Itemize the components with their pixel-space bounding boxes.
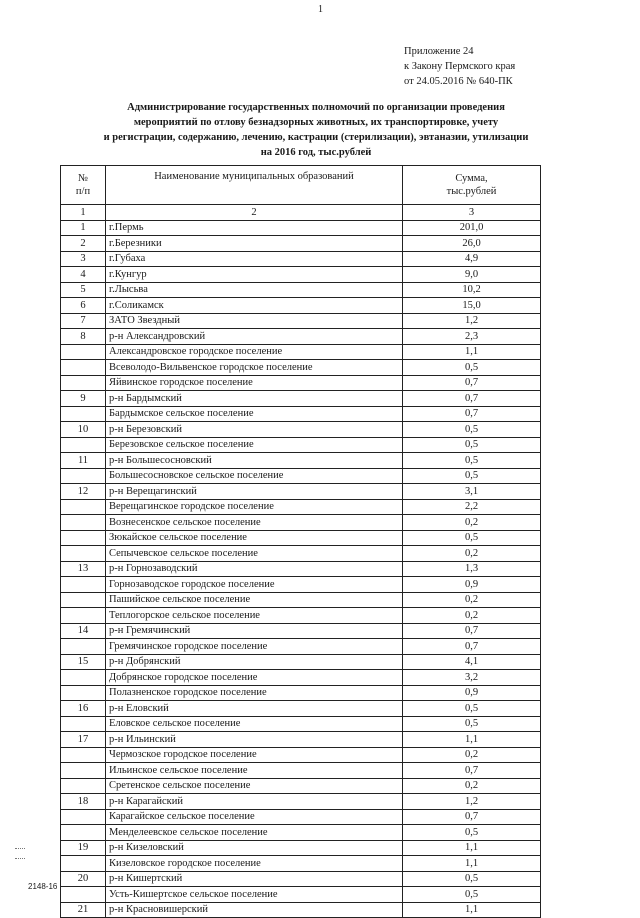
column-number: 1 — [61, 205, 106, 221]
table-header-row — [61, 166, 541, 205]
row-name-cell: Сретенское сельское поселение — [106, 778, 403, 794]
row-name-cell: Вознесенское сельское поселение — [106, 515, 403, 531]
row-sum-cell: 2,2 — [403, 499, 541, 515]
row-sum-cell: 0,2 — [403, 778, 541, 794]
table-row — [61, 530, 541, 546]
title-line-1: Администрирование государственных полномочий по организации проведения — [127, 102, 505, 113]
row-number-cell — [61, 856, 106, 872]
header-number-line-1: № — [77, 173, 89, 184]
appendix-reference — [404, 44, 515, 89]
row-sum-cell: 0,2 — [403, 592, 541, 608]
row-name-cell: Пашийское сельское поселение — [106, 592, 403, 608]
row-name-cell: р-н Бардымский — [106, 391, 403, 407]
row-name-cell: г.Лысьва — [106, 282, 403, 298]
row-number-cell: 19 — [61, 840, 106, 856]
table-row — [61, 422, 541, 438]
row-number-cell: 6 — [61, 298, 106, 314]
row-sum-cell: 3,1 — [403, 484, 541, 500]
row-sum-cell: 0,5 — [403, 716, 541, 732]
table-row — [61, 639, 541, 655]
row-sum-cell: 10,2 — [403, 282, 541, 298]
row-number-cell — [61, 375, 106, 391]
row-name-cell: Яйвинское городское поселение — [106, 375, 403, 391]
margin-mark — [15, 848, 25, 849]
row-sum-cell: 4,9 — [403, 251, 541, 267]
row-number-cell: 4 — [61, 267, 106, 283]
row-number-cell — [61, 530, 106, 546]
row-name-cell: р-н Большесосновский — [106, 453, 403, 469]
row-sum-cell: 1,1 — [403, 840, 541, 856]
column-number: 3 — [403, 205, 541, 221]
table-row — [61, 267, 541, 283]
header-sum-line-1: Сумма, — [455, 173, 488, 184]
row-sum-cell: 0,5 — [403, 360, 541, 376]
row-number-cell — [61, 825, 106, 841]
row-number-cell: 15 — [61, 654, 106, 670]
row-name-cell: р-н Александровский — [106, 329, 403, 345]
allocation-table — [60, 165, 541, 918]
row-sum-cell: 15,0 — [403, 298, 541, 314]
row-number-cell: 17 — [61, 732, 106, 748]
row-name-cell: р-н Кизеловский — [106, 840, 403, 856]
row-name-cell: г.Пермь — [106, 220, 403, 236]
row-number-cell — [61, 406, 106, 422]
row-name-cell: Теплогорское сельское поселение — [106, 608, 403, 624]
row-sum-cell: 0,5 — [403, 887, 541, 903]
row-sum-cell: 9,0 — [403, 267, 541, 283]
row-number-cell — [61, 515, 106, 531]
appendix-line-3: от 24.05.2016 № 640-ПК — [404, 76, 513, 87]
row-sum-cell: 0,7 — [403, 375, 541, 391]
table-row — [61, 515, 541, 531]
table-row — [61, 561, 541, 577]
row-number-cell — [61, 577, 106, 593]
row-name-cell: р-н Кишертский — [106, 871, 403, 887]
row-sum-cell: 1,1 — [403, 732, 541, 748]
row-number-cell — [61, 499, 106, 515]
row-name-cell: Карагайское сельское поселение — [106, 809, 403, 825]
row-sum-cell: 0,7 — [403, 639, 541, 655]
row-number-cell — [61, 437, 106, 453]
table-row — [61, 794, 541, 810]
table-row — [61, 298, 541, 314]
row-number-cell: 21 — [61, 902, 106, 918]
row-number-cell: 7 — [61, 313, 106, 329]
title-line-2: мероприятий по отлову безнадзорных животных, их транспортировке, учету — [133, 117, 499, 128]
table-row — [61, 484, 541, 500]
row-number-cell — [61, 592, 106, 608]
row-name-cell: Зюкайское сельское поселение — [106, 530, 403, 546]
row-number-cell — [61, 685, 106, 701]
table-row — [61, 701, 541, 717]
column-number-row — [61, 205, 541, 221]
table-row — [61, 391, 541, 407]
row-name-cell: Гремячинское городское поселение — [106, 639, 403, 655]
row-sum-cell: 0,5 — [403, 453, 541, 469]
row-sum-cell: 1,3 — [403, 561, 541, 577]
row-number-cell — [61, 887, 106, 903]
row-sum-cell: 26,0 — [403, 236, 541, 252]
row-number-cell: 12 — [61, 484, 106, 500]
row-name-cell: Добрянское городское поселение — [106, 670, 403, 686]
appendix-line-1: Приложение 24 — [404, 46, 474, 57]
row-number-cell — [61, 360, 106, 376]
row-number-cell: 18 — [61, 794, 106, 810]
row-name-cell: Еловское сельское поселение — [106, 716, 403, 732]
row-sum-cell: 0,9 — [403, 685, 541, 701]
row-name-cell: Александровское городское поселение — [106, 344, 403, 360]
table-row — [61, 437, 541, 453]
row-name-cell: р-н Добрянский — [106, 654, 403, 670]
table-row — [61, 654, 541, 670]
row-name-cell: Чермозское городское поселение — [106, 747, 403, 763]
row-name-cell: Всеволодо-Вильвенское городское поселение — [106, 360, 403, 376]
row-sum-cell: 1,2 — [403, 794, 541, 810]
table-row — [61, 313, 541, 329]
table-row — [61, 778, 541, 794]
appendix-line-2: к Закону Пермского края — [404, 61, 516, 72]
table-row — [61, 809, 541, 825]
row-name-cell: Кизеловское городское поселение — [106, 856, 403, 872]
row-sum-cell: 2,3 — [403, 329, 541, 345]
row-name-cell: Горнозаводское городское поселение — [106, 577, 403, 593]
row-sum-cell: 0,5 — [403, 530, 541, 546]
row-name-cell: Березовское сельское поселение — [106, 437, 403, 453]
row-name-cell: Усть-Кишертское сельское поселение — [106, 887, 403, 903]
row-name-cell: Ильинское сельское поселение — [106, 763, 403, 779]
row-name-cell: г.Кунгур — [106, 267, 403, 283]
row-sum-cell: 0,2 — [403, 608, 541, 624]
row-number-cell — [61, 670, 106, 686]
column-number: 2 — [106, 205, 403, 221]
row-number-cell — [61, 608, 106, 624]
row-number-cell — [61, 546, 106, 562]
row-number-cell: 13 — [61, 561, 106, 577]
row-sum-cell: 0,2 — [403, 515, 541, 531]
row-name-cell: Верещагинское городское поселение — [106, 499, 403, 515]
table-row — [61, 840, 541, 856]
row-sum-cell: 0,5 — [403, 701, 541, 717]
row-sum-cell: 0,7 — [403, 809, 541, 825]
table-row — [61, 406, 541, 422]
row-name-cell: р-н Красновишерский — [106, 902, 403, 918]
table-row — [61, 220, 541, 236]
table-row — [61, 685, 541, 701]
table-row — [61, 329, 541, 345]
footer-code: 2148-16 — [28, 882, 58, 891]
title-line-3: и регистрации, содержанию, лечению, кастрации (стерилизации), эвтаназии, утилизации — [103, 132, 529, 143]
row-number-cell — [61, 344, 106, 360]
row-name-cell: г.Березники — [106, 236, 403, 252]
row-number-cell: 9 — [61, 391, 106, 407]
table-row — [61, 251, 541, 267]
row-sum-cell: 0,5 — [403, 422, 541, 438]
row-name-cell: г.Соликамск — [106, 298, 403, 314]
row-sum-cell: 201,0 — [403, 220, 541, 236]
row-name-cell: р-н Гремячинский — [106, 623, 403, 639]
row-number-cell: 3 — [61, 251, 106, 267]
table-row — [61, 747, 541, 763]
table-row — [61, 592, 541, 608]
table-row — [61, 856, 541, 872]
header-sum-line-2: тыс.рублей — [446, 186, 497, 197]
row-name-cell: р-н Ильинский — [106, 732, 403, 748]
row-sum-cell: 1,1 — [403, 902, 541, 918]
row-sum-cell: 1,1 — [403, 856, 541, 872]
row-name-cell: Бардымское сельское поселение — [106, 406, 403, 422]
table-row — [61, 902, 541, 918]
table-row — [61, 546, 541, 562]
row-sum-cell: 0,5 — [403, 825, 541, 841]
row-number-cell — [61, 747, 106, 763]
row-name-cell: р-н Карагайский — [106, 794, 403, 810]
row-name-cell: г.Губаха — [106, 251, 403, 267]
table-row — [61, 716, 541, 732]
row-number-cell: 11 — [61, 453, 106, 469]
row-sum-cell: 0,7 — [403, 406, 541, 422]
row-number-cell: 14 — [61, 623, 106, 639]
row-number-cell — [61, 778, 106, 794]
header-sum — [403, 166, 541, 205]
row-sum-cell: 0,7 — [403, 623, 541, 639]
row-number-cell — [61, 809, 106, 825]
table-row — [61, 375, 541, 391]
row-sum-cell: 0,2 — [403, 546, 541, 562]
row-sum-cell: 1,2 — [403, 313, 541, 329]
row-name-cell: Большесосновское сельское поселение — [106, 468, 403, 484]
row-sum-cell: 0,5 — [403, 871, 541, 887]
table-row — [61, 825, 541, 841]
row-number-cell — [61, 639, 106, 655]
row-sum-cell: 0,7 — [403, 763, 541, 779]
table-row — [61, 453, 541, 469]
row-sum-cell: 1,1 — [403, 344, 541, 360]
table-body — [61, 220, 541, 918]
row-name-cell: Сепычевское сельское поселение — [106, 546, 403, 562]
row-number-cell: 1 — [61, 220, 106, 236]
title-line-4: на 2016 год, тыс.рублей — [260, 147, 372, 158]
row-name-cell: р-н Березовский — [106, 422, 403, 438]
page-mark: 1 — [318, 4, 323, 15]
table-row — [61, 887, 541, 903]
row-number-cell: 8 — [61, 329, 106, 345]
row-name-cell: р-н Горнозаводский — [106, 561, 403, 577]
table-row — [61, 360, 541, 376]
table-row — [61, 608, 541, 624]
table-row — [61, 871, 541, 887]
row-name-cell: Полазненское городское поселение — [106, 685, 403, 701]
row-sum-cell: 4,1 — [403, 654, 541, 670]
table-row — [61, 344, 541, 360]
row-number-cell: 16 — [61, 701, 106, 717]
table-row — [61, 623, 541, 639]
header-number — [61, 166, 106, 205]
row-number-cell: 2 — [61, 236, 106, 252]
row-number-cell — [61, 468, 106, 484]
table-row — [61, 236, 541, 252]
row-name-cell: р-н Верещагинский — [106, 484, 403, 500]
row-sum-cell: 3,2 — [403, 670, 541, 686]
row-sum-cell: 0,5 — [403, 437, 541, 453]
table-row — [61, 577, 541, 593]
table-row — [61, 670, 541, 686]
row-sum-cell: 0,2 — [403, 747, 541, 763]
row-number-cell: 5 — [61, 282, 106, 298]
row-number-cell — [61, 763, 106, 779]
table-row — [61, 499, 541, 515]
row-name-cell: ЗАТО Звездный — [106, 313, 403, 329]
row-number-cell: 20 — [61, 871, 106, 887]
table-row — [61, 763, 541, 779]
row-name-cell: Менделеевское сельское поселение — [106, 825, 403, 841]
row-number-cell: 10 — [61, 422, 106, 438]
table-row — [61, 282, 541, 298]
header-name: Наименование муниципальных образований — [106, 166, 403, 205]
document-title — [60, 100, 572, 160]
row-sum-cell: 0,5 — [403, 468, 541, 484]
table-row — [61, 468, 541, 484]
header-number-line-2: п/п — [75, 186, 91, 197]
row-number-cell — [61, 716, 106, 732]
margin-mark — [15, 858, 25, 859]
table-row — [61, 732, 541, 748]
row-sum-cell: 0,7 — [403, 391, 541, 407]
row-sum-cell: 0,9 — [403, 577, 541, 593]
row-name-cell: р-н Еловский — [106, 701, 403, 717]
